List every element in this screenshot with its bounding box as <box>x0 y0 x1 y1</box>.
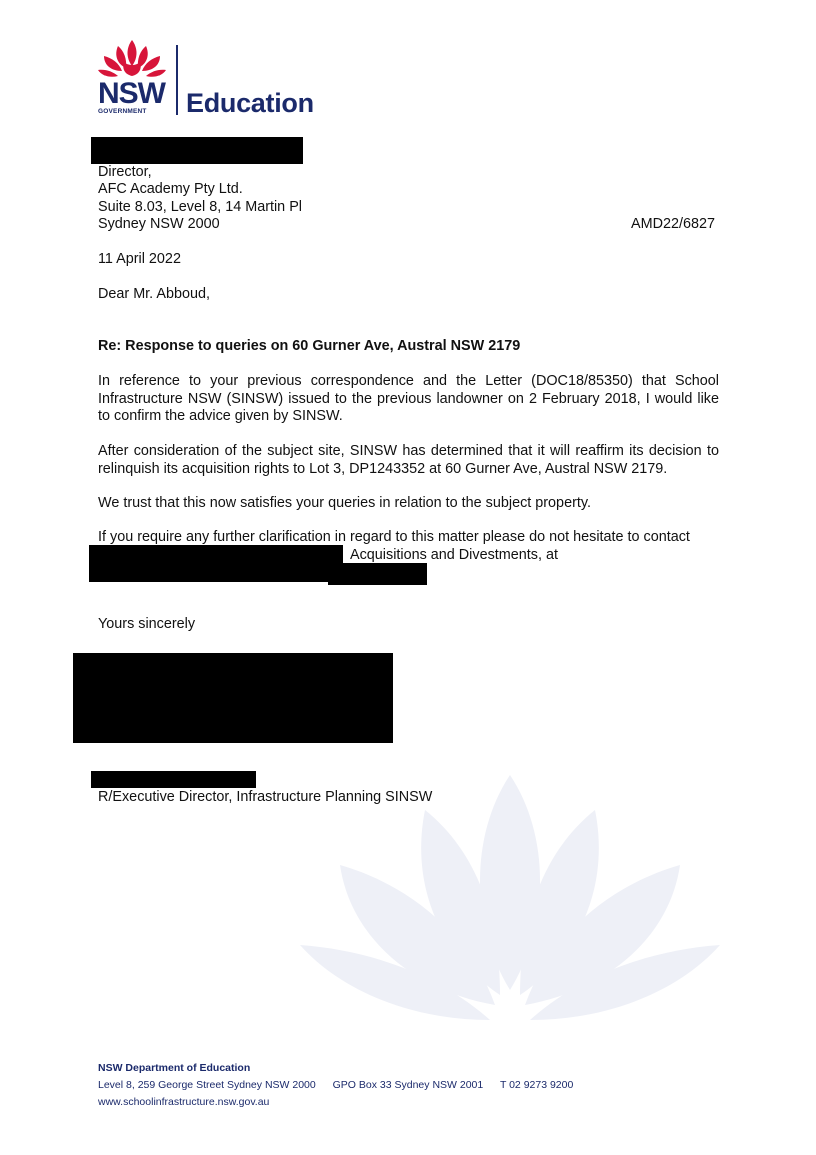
footer-contact-line <box>98 1079 587 1091</box>
footer-po-box: GPO Box 33 Sydney NSW 2001 <box>332 1079 484 1091</box>
address-line-3: Suite 8.03, Level 8, 14 Martin Pl <box>98 199 302 215</box>
redacted-signature <box>73 653 393 743</box>
redacted-signatory-name <box>91 771 256 788</box>
signatory-title: R/Executive Director, Infrastructure Planning SINSW <box>98 789 433 805</box>
letter-date: 11 April 2022 <box>98 251 181 267</box>
footer-department: NSW Department of Education <box>98 1062 251 1074</box>
body-paragraph-1: In reference to your previous correspondence and the Letter (DOC18/85350) that School Infrastructure NSW (SINSW) issued to the previous landowner on 2 February 2018, I would like to confirm the advice given by SINSW. <box>98 373 719 424</box>
address-line-4: Sydney NSW 2000 <box>98 216 220 232</box>
waratah-watermark-icon <box>300 775 720 1035</box>
footer-address: Level 8, 259 George Street Sydney NSW 2000 <box>98 1079 316 1091</box>
logo-education-text: Education <box>186 88 314 118</box>
body-paragraph-2: After consideration of the subject site, SINSW has determined that it will reaffirm its decision to relinquish its acquisition rights to Lot 3, DP1243352 at 60 Gurner Ave, Austral NSW 2179. <box>98 443 719 477</box>
address-line-2: AFC Academy Pty Ltd. <box>98 181 243 197</box>
footer-website-link[interactable]: www.schoolinfrastructure.nsw.gov.au <box>98 1096 270 1108</box>
redacted-contact-name <box>89 545 343 582</box>
salutation: Dear Mr. Abboud, <box>98 286 210 302</box>
closing: Yours sincerely <box>98 616 196 632</box>
contact-line-2: Acquisitions and Divestments, at <box>350 547 558 563</box>
logo-divider <box>176 45 178 115</box>
logo-nsw-text: NSW <box>98 77 165 110</box>
subject-line: Re: Response to queries on 60 Gurner Ave, Austral NSW 2179 <box>98 338 521 354</box>
redacted-contact-details <box>328 563 427 585</box>
footer-phone: T 02 9273 9200 <box>499 1079 574 1091</box>
logo-government-text: GOVERNMENT <box>98 108 147 115</box>
redacted-recipient-name <box>91 137 303 164</box>
address-line-1: Director, <box>98 164 152 180</box>
contact-line-1: If you require any further clarification in regard to this matter please do not hesitate to contact <box>98 529 690 545</box>
body-paragraph-3: We trust that this now satisfies your queries in relation to the subject property. <box>98 495 591 511</box>
reference-number: AMD22/6827 <box>631 216 715 232</box>
